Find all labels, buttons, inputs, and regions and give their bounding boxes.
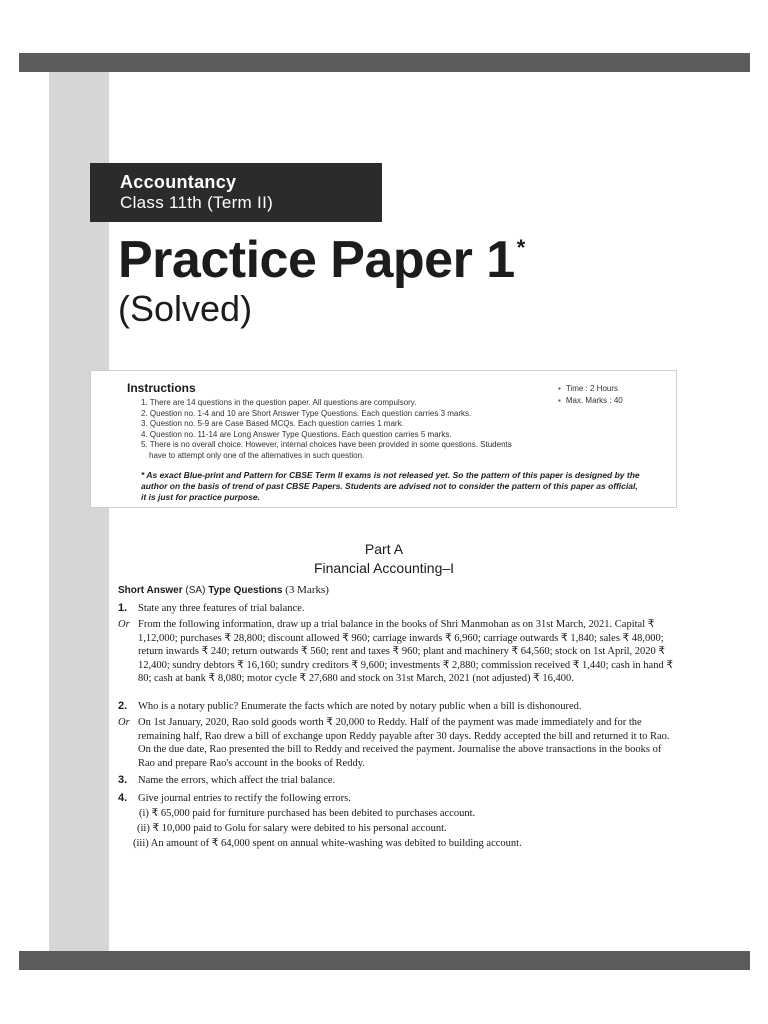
or-label: Or: [118, 619, 130, 630]
top-bar: [19, 53, 750, 72]
bottom-bar: [19, 951, 750, 970]
section-heading-marks: (3 Marks): [285, 584, 329, 596]
max-marks-label: ▪ Max. Marks : 40: [558, 395, 623, 407]
title-asterisk: *: [516, 234, 525, 260]
question-4: [118, 792, 678, 806]
title-text: Practice Paper 1: [118, 231, 515, 289]
question-number: 2.: [118, 700, 128, 712]
question-3: [118, 774, 678, 788]
instruction-item: 3. Question no. 5-9 are Case Based MCQs. Each question carries 1 mark.: [141, 419, 404, 428]
instruction-item: 4. Question no. 11-14 are Long Answer Type Questions. Each question carries 5 marks.: [141, 429, 452, 439]
instruction-item: 5. There is no overall choice. However, internal choices have been provided in some questions. Students: [141, 440, 512, 449]
part-title: Financial Accounting–I: [313, 560, 455, 576]
question-number: 4.: [118, 792, 128, 804]
question-text: Name the errors, which affect the trial balance.: [138, 775, 336, 786]
question-text: Give journal entries to rectify the following errors.: [138, 793, 351, 804]
part-label: Part A: [364, 541, 404, 557]
question-1-or: [118, 618, 678, 686]
subject-label: Accountancy: [120, 172, 237, 192]
question-text: Who is a notary public? Enumerate the facts which are noted by notary public when a bill is dishonoured.: [138, 701, 582, 712]
question-2-or: [118, 716, 678, 770]
sub-item-ii: (ii) ₹ 10,000 paid to Golu for salary were debited to his personal account.: [137, 823, 447, 834]
page-title: [118, 230, 525, 290]
section-heading-abbr: (SA): [185, 585, 206, 596]
section-heading-bold: Short Answer: [118, 585, 183, 596]
question-number: 3.: [118, 774, 128, 786]
instruction-item: have to attempt only one of the alternatives in such question.: [149, 450, 365, 460]
instructions-list: [141, 398, 581, 461]
sub-item-iii: (iii) An amount of ₹ 64,000 spent on annual white-washing was debited to building account.: [133, 838, 522, 849]
time-label: ▪ Time : 2 Hours: [558, 383, 623, 395]
sub-item-i: (i) ₹ 65,000 paid for furniture purchased has been debited to purchases account.: [139, 808, 476, 819]
section-heading: [118, 584, 329, 596]
question-text: On 1st January, 2020, Rao sold goods worth ₹ 20,000 to Reddy. Half of the payment was made immediately and for the remaining half, Rao drew a bill of exchange upon Reddy payable after 30 days. Reddy accepted the bill and returned it to Rao. On the due date, Rao presented the bill to Reddy and received the payment. Journalise the above transactions in the books of Rao and prepare Rao's account in the books of Reddy.: [138, 717, 670, 769]
instruction-item: 1. There are 14 questions in the question paper. All questions are compulsory.: [141, 398, 417, 407]
or-label: Or: [118, 717, 130, 728]
instructions-heading: Instructions: [127, 381, 196, 395]
question-text: From the following information, draw up a trial balance in the books of Shri Manmohan as on 31st March, 2021. Capital ₹ 1,12,000; purchases ₹ 28,800; discount allowed ₹ 960; carriage inwards ₹ 6,960; carriage outwards ₹ 1,840; sales ₹ 48,000; return inwards ₹ 240; return outwards ₹ 560; rent and taxes ₹ 960; plant and machinery ₹ 64,560; stock on 1st April, 2020 ₹ 12,400; sundry debtors ₹ 16,160; sundry creditors ₹ 9,600; investments ₹ 2,880; commission received ₹ 1,440; cash in hand ₹ 80; cash at bank ₹ 8,080; motor cycle ₹ 27,680 and stock on 31st March, 2021 (not adjusted) ₹ 16,400.: [138, 619, 674, 684]
question-text: State any three features of trial balance.: [138, 603, 305, 614]
question-1: [118, 602, 678, 616]
subject-box: [90, 163, 382, 222]
question-2: [118, 700, 678, 714]
class-term-label: Class 11th (Term II): [120, 193, 274, 212]
question-number: 1.: [118, 602, 128, 614]
exam-meta: [558, 383, 623, 407]
pattern-note: * As exact Blue-print and Pattern for CBSE Term II exams is not released yet. So the pattern of this paper is designed by the author on the basis of trend of past CBSE Papers. Students are advised not to consider the pattern of this paper as official, it is just for practice purpose.: [141, 470, 640, 502]
instruction-item: 2. Question no. 1-4 and 10 are Short Answer Type Questions. Each question carries 3 marks.: [141, 408, 472, 418]
section-heading-type: Type Questions: [208, 585, 283, 596]
instructions-box: [90, 370, 677, 508]
page-subtitle: (Solved): [118, 288, 253, 329]
